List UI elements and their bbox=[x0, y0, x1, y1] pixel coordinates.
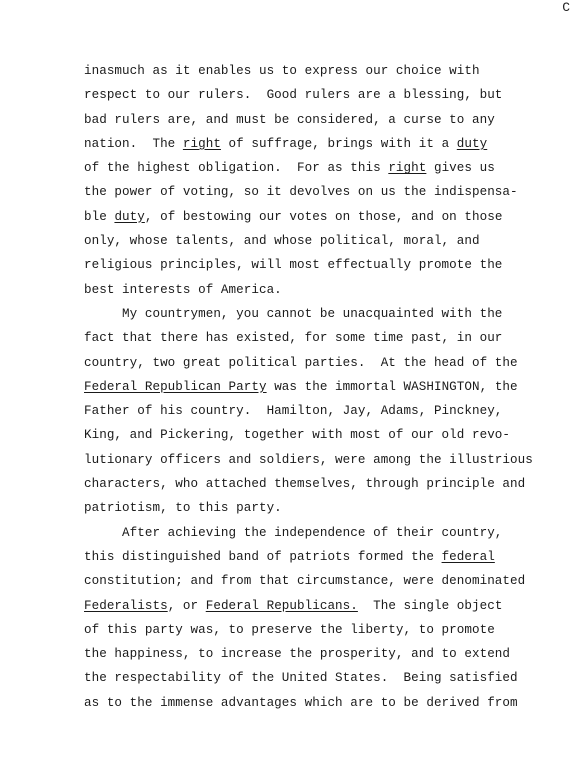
text-segment: was the immortal WASHINGTON, the bbox=[266, 379, 518, 394]
underlined-text: right bbox=[182, 136, 221, 151]
text-line bbox=[84, 496, 564, 520]
text-line bbox=[84, 642, 564, 666]
text-line bbox=[84, 521, 564, 545]
underlined-text: right bbox=[388, 161, 427, 176]
underlined-text: federal bbox=[441, 549, 495, 564]
underlined-text: Federalists bbox=[84, 598, 168, 613]
text-segment: My countrymen, you cannot be unacquainted with the bbox=[84, 306, 503, 321]
text-line bbox=[84, 618, 564, 642]
text-line bbox=[84, 326, 564, 350]
page-corner-mark: C bbox=[562, 0, 570, 15]
underlined-text: Federal Republicans. bbox=[205, 598, 358, 613]
text-segment: of suffrage, brings with it a bbox=[220, 136, 457, 151]
text-segment: Father of his country. Hamilton, Jay, Adams, Pinckney, bbox=[84, 404, 503, 419]
text-segment: lutionary officers and soldiers, were among the illustrious bbox=[84, 452, 533, 467]
text-line bbox=[84, 83, 564, 107]
text-segment: inasmuch as it enables us to express our choice with bbox=[84, 64, 480, 78]
text-segment: characters, who attached themselves, through principle and bbox=[84, 477, 526, 492]
text-segment: religious principles, will most effectually promote the bbox=[84, 258, 503, 273]
text-segment: the power of voting, so it devolves on us the indispensa- bbox=[84, 185, 518, 200]
text-line bbox=[84, 545, 564, 569]
text-line bbox=[84, 302, 564, 326]
text-line bbox=[84, 132, 564, 156]
text-line bbox=[84, 180, 564, 204]
text-line bbox=[84, 59, 564, 83]
text-line bbox=[84, 691, 564, 715]
text-line bbox=[84, 229, 564, 253]
text-segment: as to the immense advantages which are to be derived from bbox=[84, 695, 518, 710]
text-line bbox=[84, 399, 564, 423]
text-line bbox=[84, 423, 564, 447]
text-line bbox=[84, 253, 564, 277]
text-segment: King, and Pickering, together with most of our old revo- bbox=[84, 428, 511, 443]
text-segment: ble bbox=[84, 209, 115, 224]
text-segment: bad rulers are, and must be considered, a curse to any bbox=[84, 112, 495, 127]
text-segment: gives us bbox=[426, 161, 495, 176]
text-line bbox=[84, 448, 564, 472]
text-line bbox=[84, 569, 564, 593]
text-segment: country, two great political parties. At the head of the bbox=[84, 355, 518, 370]
underlined-text: duty bbox=[114, 209, 145, 224]
text-segment: this distinguished band of patriots formed the bbox=[84, 549, 442, 564]
text-segment: fact that there has existed, for some time past, in our bbox=[84, 331, 503, 346]
text-segment: the respectability of the United States. Being satisfied bbox=[84, 671, 518, 686]
text-line bbox=[84, 351, 564, 375]
text-line bbox=[84, 666, 564, 690]
text-segment: nation. The bbox=[84, 136, 183, 151]
text-segment: of the highest obligation. For as this bbox=[84, 161, 389, 176]
text-segment: constitution; and from that circumstance, were denominated bbox=[84, 574, 526, 589]
text-line bbox=[84, 278, 564, 302]
text-line bbox=[84, 156, 564, 180]
document-body bbox=[84, 59, 564, 715]
text-segment: patriotism, to this party. bbox=[84, 501, 282, 516]
text-segment: , or bbox=[167, 598, 206, 613]
paragraph bbox=[84, 302, 564, 521]
underlined-text: Federal Republican Party bbox=[84, 379, 267, 394]
text-line bbox=[84, 108, 564, 132]
text-line bbox=[84, 472, 564, 496]
text-line bbox=[84, 375, 564, 399]
text-segment: the happiness, to increase the prosperity, and to extend bbox=[84, 647, 511, 662]
text-line bbox=[84, 594, 564, 618]
text-segment: , of bestowing our votes on those, and on those bbox=[144, 209, 503, 224]
text-segment: respect to our rulers. Good rulers are a blessing, but bbox=[84, 88, 503, 103]
paragraph bbox=[84, 59, 564, 302]
text-segment: The single object bbox=[357, 598, 503, 613]
text-segment: After achieving the independence of their country, bbox=[84, 525, 503, 540]
text-segment: only, whose talents, and whose political, moral, and bbox=[84, 234, 480, 249]
paragraph bbox=[84, 521, 564, 715]
text-line bbox=[84, 205, 564, 229]
text-segment: of this party was, to preserve the liberty, to promote bbox=[84, 622, 495, 637]
underlined-text: duty bbox=[456, 136, 488, 151]
text-segment: best interests of America. bbox=[84, 282, 282, 297]
